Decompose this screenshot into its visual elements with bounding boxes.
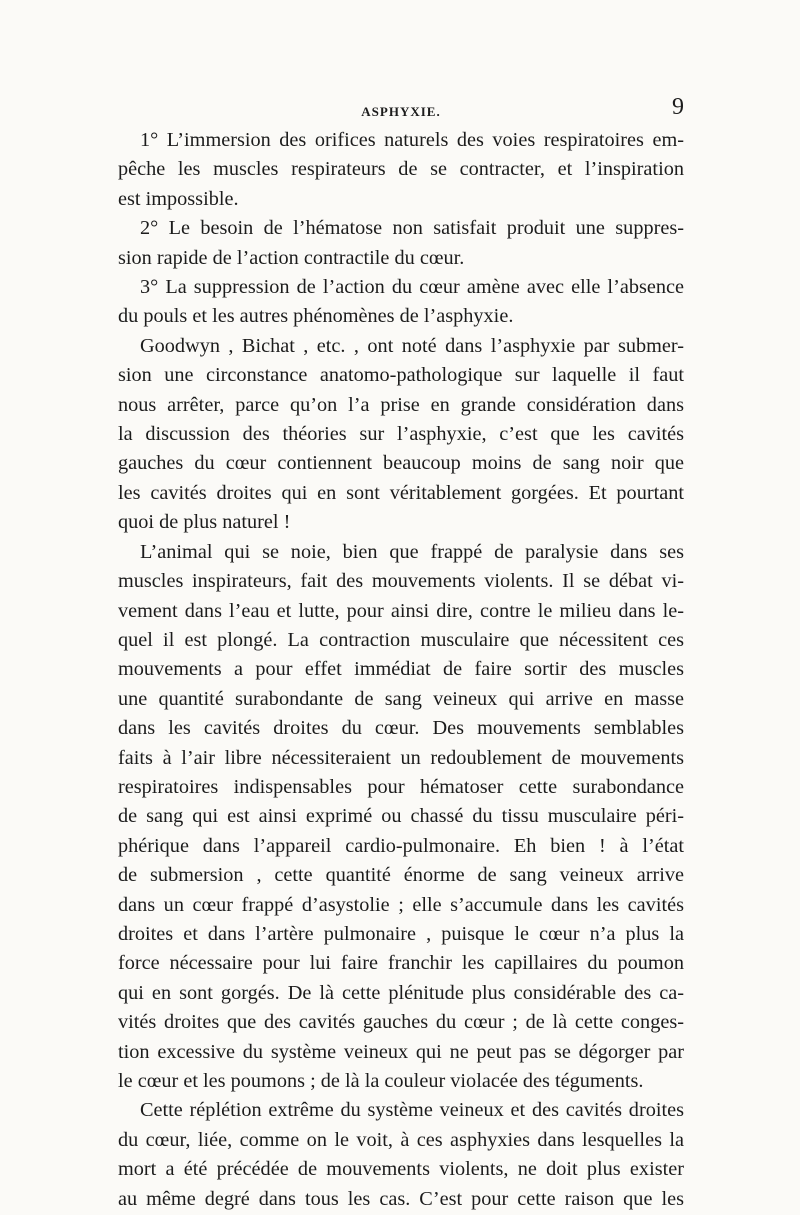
- text-line: les cavités droites qui en sont véritablement gorgées. Et pourtant: [118, 481, 684, 504]
- text-line: Cette réplétion extrême du système veineux et des cavités droites: [140, 1099, 684, 1122]
- text-line: de submersion , cette quantité énorme de sang veineux arrive: [118, 864, 684, 887]
- text-line: qui en sont gorgés. De là cette plénitude plus considérable des ca-: [118, 981, 684, 1004]
- text-line: quoi de plus naturel !: [118, 511, 291, 534]
- running-head: ASPHYXIE.: [361, 104, 441, 119]
- text-line: gauches du cœur contiennent beaucoup moins de sang noir que: [118, 452, 684, 475]
- text-line: vités droites que des cavités gauches du cœur ; de là cette conges-: [118, 1011, 684, 1034]
- text-line: muscles inspirateurs, fait des mouvements violents. Il se débat vi-: [118, 570, 684, 593]
- text-line: quel il est plongé. La contraction musculaire que nécessitent ces: [118, 628, 684, 651]
- text-line: pêche les muscles respirateurs de se contracter, et l’inspiration: [118, 158, 684, 181]
- text-line: dans les cavités droites du cœur. Des mouvements semblables: [118, 717, 684, 740]
- text-line: force nécessaire pour lui faire franchir les capillaires du poumon: [118, 952, 684, 975]
- text-line: est impossible.: [118, 187, 239, 210]
- text-line: phérique dans l’appareil cardio-pulmonaire. Eh bien ! à l’état: [118, 834, 684, 857]
- text-line: faits à l’air libre nécessiteraient un redoublement de mouvements: [118, 746, 684, 769]
- page-header: [118, 94, 684, 124]
- text-line: 3° La suppression de l’action du cœur amène avec elle l’absence: [140, 276, 684, 299]
- text-line: Goodwyn , Bichat , etc. , ont noté dans l’asphyxie par submer-: [140, 334, 684, 357]
- text-line: sion rapide de l’action contractile du cœur.: [118, 246, 465, 269]
- text-line: la discussion des théories sur l’asphyxie, c’est que les cavités: [118, 423, 684, 446]
- body-text: [118, 126, 684, 1214]
- text-line: nous arrêter, parce qu’on l’a prise en grande considération dans: [118, 393, 684, 416]
- text-line: tion excessive du système veineux qui ne peut pas se dégorger par: [118, 1040, 684, 1063]
- text-line: sion une circonstance anatomo-pathologique sur laquelle il faut: [118, 364, 684, 387]
- text-line: 2° Le besoin de l’hématose non satisfait produit une suppres-: [140, 217, 684, 240]
- text-line: du cœur, liée, comme on le voit, à ces asphyxies dans lesquelles la: [118, 1128, 684, 1151]
- text-line: L’animal qui se noie, bien que frappé de paralysie dans ses: [140, 540, 684, 563]
- text-line: 1° L’immersion des orifices naturels des voies respiratoires em-: [140, 129, 684, 151]
- text-line: le cœur et les poumons ; de là la couleur violacée des téguments.: [118, 1070, 644, 1092]
- text-line: droites et dans l’artère pulmonaire , puisque le cœur n’a plus la: [118, 922, 684, 945]
- text-line: au même degré dans tous les cas. C’est pour cette raison que les: [118, 1187, 684, 1210]
- text-line: respiratoires indispensables pour hématoser cette surabondance: [118, 775, 684, 798]
- text-line: une quantité surabondante de sang veineux qui arrive en masse: [118, 687, 684, 710]
- text-line: de sang qui est ainsi exprimé ou chassé du tissu musculaire péri-: [118, 805, 684, 828]
- text-line: du pouls et les autres phénomènes de l’asphyxie.: [118, 305, 514, 328]
- text-line: mort a été précédée de mouvements violents, ne doit plus exister: [118, 1158, 684, 1181]
- text-line: vement dans l’eau et lutte, pour ainsi dire, contre le milieu dans le-: [118, 599, 684, 622]
- text-line: dans un cœur frappé d’asystolie ; elle s’accumule dans les cavités: [118, 893, 684, 916]
- page-number: 9: [672, 94, 684, 120]
- text-line: mouvements a pour effet immédiat de faire sortir des muscles: [118, 658, 684, 681]
